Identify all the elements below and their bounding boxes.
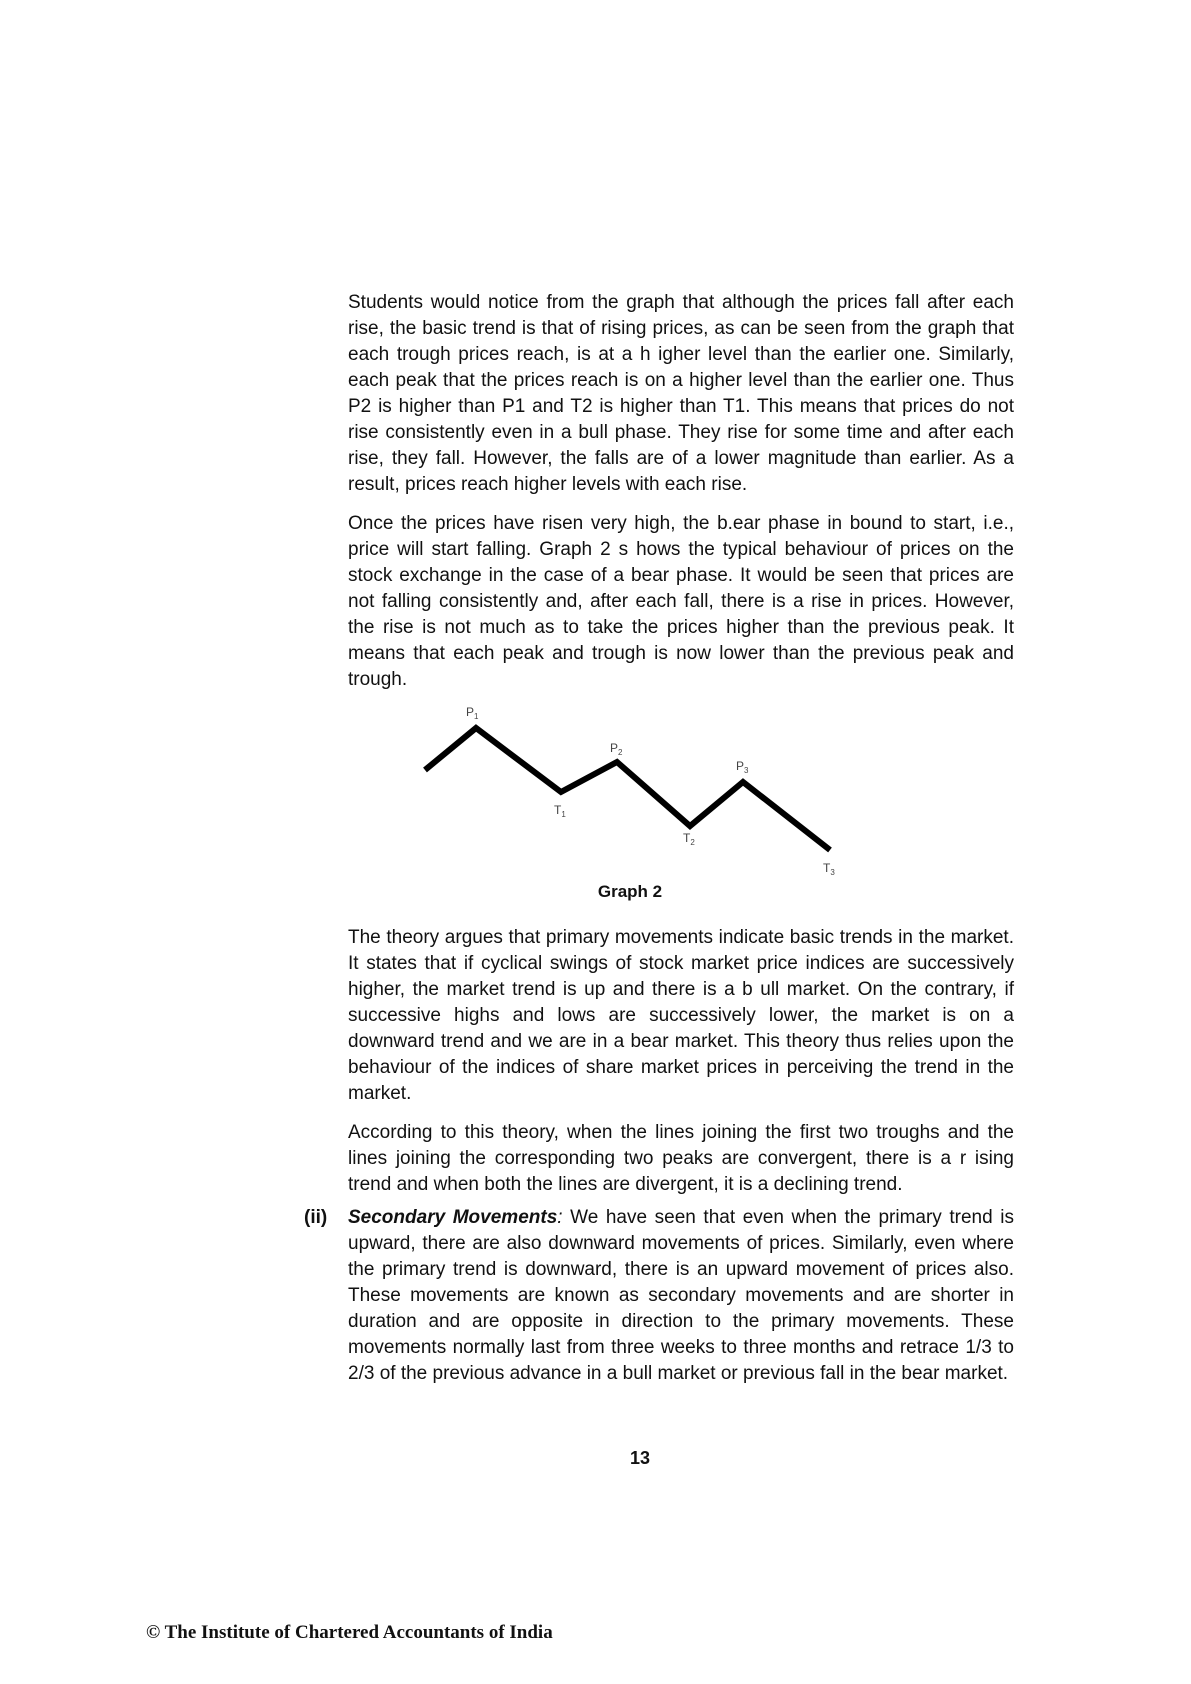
- footer-copyright: © The Institute of Chartered Accountants of India: [146, 1622, 553, 1643]
- term-colon: :: [557, 1207, 563, 1228]
- term-secondary-movements: Secondary Movements: [348, 1207, 558, 1228]
- label-p2: $P_2$: [610, 741, 623, 757]
- label-t1: $T_1$: [554, 803, 566, 819]
- label-t2: $T_2$: [683, 831, 695, 847]
- paragraph-secondary-movements: [348, 1205, 1014, 1387]
- list-item-label: (ii): [304, 1207, 328, 1228]
- paragraph-bull-phase: Students would notice from the graph that although the prices fall after each rise, the basic trend is that of rising prices, as can be seen from the graph that each trough prices reach, is at a h igher level than the earlier one. Similarly, each peak that the prices reach is on a higher level than the earlier one. Thus P2 is higher than P1 and T2 is higher than T1. This means that prices do not rise consistently even in a bull phase. They rise for some time and after each rise, they fall. However, the falls are of a lower magnitude than earlier. As a result, prices reach higher levels with each rise.: [348, 292, 1014, 495]
- paragraph-trend-lines: According to this theory, when the lines joining the first two troughs and the lines joining the corresponding two peaks are convergent, there is a r ising trend and when both the lines are divergent, it is a declining trend.: [348, 1122, 1014, 1195]
- label-p3: $P_3$: [736, 759, 749, 775]
- label-p1: $P_1$: [466, 705, 479, 721]
- paragraph-bear-phase: Once the prices have risen very high, the b.ear phase in bound to start, i.e., price will start falling. Graph 2 s hows the typical behaviour of prices on the stock exchange in the case of a bear phase. It would be seen that prices are not falling consistently and, after each fall, there is a rise in prices. However, the rise is not much as to take the prices higher than the previous peak. It means that each peak and trough is now lower than the previous peak and trough.: [348, 513, 1014, 690]
- page-number: 13: [629, 1448, 651, 1468]
- price-trend-line: [425, 728, 830, 850]
- paragraph-primary-movements: The theory argues that primary movements indicate basic trends in the market. It states that if cyclical swings of stock market price indices are successively higher, the market trend is up and there is a b ull market. On the contrary, if successive highs and lows are successively lower, the market is on a downward trend and we are in a bear market. This theory thus relies upon the behaviour of the indices of share market prices in perceiving the trend in the market.: [348, 927, 1014, 1104]
- graph-caption: Graph 2: [597, 882, 663, 901]
- secondary-movements-text: We have seen that even when the primary trend is upward, there are also downward movements of prices. Similarly, even where the primary trend is downward, there is an upward movement of prices also. These movements are known as secondary movements and are shorter in duration and are opposite in direction to the primary movements. These movements normally last from three weeks to three months and retrace 1/3 to 2/3 of the previous advance in a bull market or previous fall in the bear market.: [348, 1207, 1014, 1384]
- label-t3: $T_3$: [823, 861, 835, 877]
- graph-2-bear-phase: [400, 700, 860, 890]
